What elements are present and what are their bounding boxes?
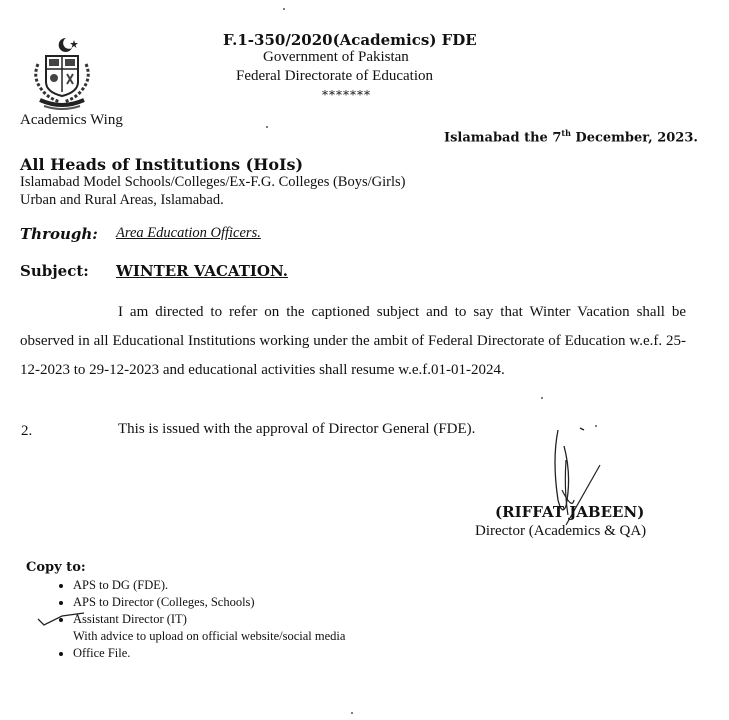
signatory-title: Director (Academics & QA): [475, 523, 647, 539]
scan-speck: [351, 712, 353, 714]
date-rest: December, 2023.: [570, 130, 698, 146]
scan-speck: [266, 126, 268, 128]
paragraph-number: 2.: [21, 423, 33, 439]
separator-stars: *******: [322, 88, 371, 102]
letter-date: [444, 128, 698, 145]
scan-speck: [541, 397, 543, 399]
subject-value: WINTER VACATION.: [116, 262, 288, 280]
department-wing: Academics Wing: [20, 112, 123, 128]
government-heading: Government of Pakistan: [263, 49, 409, 65]
list-item: [73, 611, 345, 645]
date-ordinal: th: [561, 128, 571, 138]
list-item-text: Assistant Director (IT): [73, 612, 187, 626]
approval-paragraph: This is issued with the approval of Director General (FDE).: [118, 421, 476, 437]
scan-speck: [283, 8, 285, 10]
addressee-line: Islamabad Model Schools/Colleges/Ex-F.G. Colleges (Boys/Girls): [20, 174, 406, 190]
list-item: • APS to Director (Colleges, Schools): [73, 594, 345, 611]
file-number: F.1-350/2020(Academics) FDE: [223, 31, 477, 49]
scan-speck: [595, 425, 597, 427]
body-paragraph: I am directed to refer on the captioned subject and to say that Winter Vacation shall be observed in all Educational Institutions working under the ambit of Federal Directorate of Education w.e.f. 25-12-2023 to 29-12-2023 and educational activities shall resume w.e.f.01-01-2024.: [20, 304, 686, 378]
list-item-note: With advice to upload on official website/social media: [73, 629, 346, 643]
addressee-heading: All Heads of Institutions (HoIs): [20, 155, 304, 174]
state-emblem-icon: [30, 34, 94, 112]
copy-to-list: [56, 577, 345, 662]
directorate-heading: Federal Directorate of Education: [236, 68, 433, 84]
tick-mark-icon: [36, 611, 86, 627]
date-prefix: Islamabad the 7: [444, 130, 562, 146]
copy-to-label: Copy to:: [26, 560, 86, 575]
through-value: Area Education Officers.: [116, 225, 261, 241]
list-item: • APS to DG (FDE).: [73, 577, 345, 594]
addressee-line: Urban and Rural Areas, Islamabad.: [20, 192, 224, 208]
subject-label: Subject:: [20, 262, 89, 280]
list-item: • Office File.: [73, 645, 345, 662]
through-label: Through:: [20, 225, 98, 243]
signatory-name: (RIFFAT JABEEN): [495, 503, 645, 521]
